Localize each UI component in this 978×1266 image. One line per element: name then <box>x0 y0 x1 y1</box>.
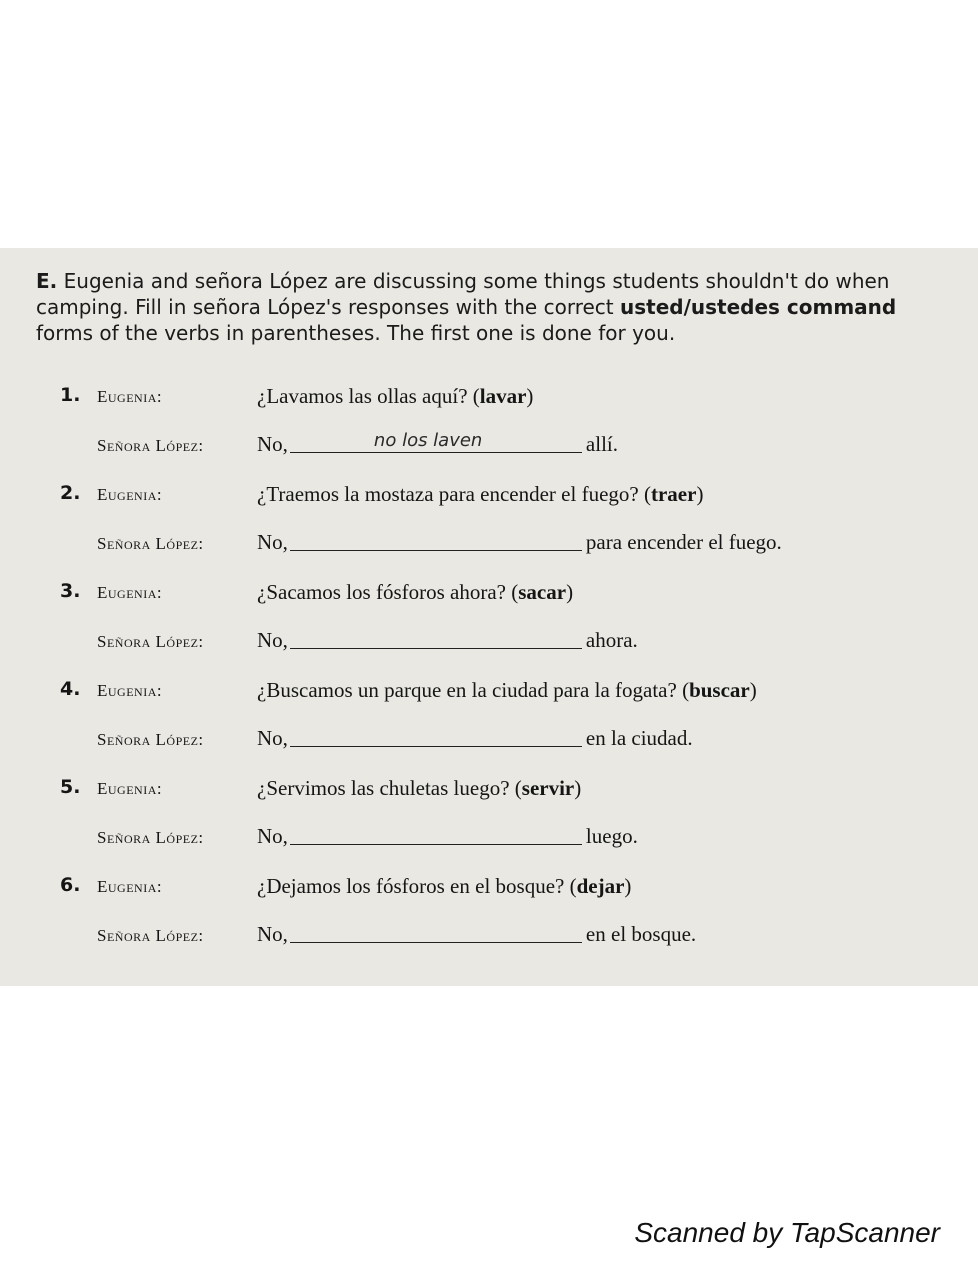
speaker-senora-lopez: Señora López: <box>97 436 204 455</box>
item-number: 4. <box>60 678 81 700</box>
speaker-eugenia: Eugenia: <box>97 387 163 406</box>
answer-blank[interactable] <box>290 530 582 551</box>
verb-infinitive: dejar <box>576 874 625 898</box>
scanner-watermark: Scanned by TapScanner <box>634 1217 940 1248</box>
verb-infinitive: servir <box>521 776 575 800</box>
verb-infinitive: buscar <box>689 678 750 702</box>
item-number: 1. <box>60 384 81 406</box>
answer-line <box>257 726 693 751</box>
question-close: ) <box>624 874 632 898</box>
answer-blank[interactable] <box>290 726 582 747</box>
verb-infinitive: traer <box>650 482 697 506</box>
question-text <box>257 482 703 507</box>
answer-line <box>257 628 638 653</box>
answer-end: en la ciudad. <box>585 726 693 750</box>
question-body: ¿Lavamos las ollas aquí? ( <box>257 384 480 408</box>
scanned-page <box>0 248 978 986</box>
speaker-eugenia: Eugenia: <box>97 779 163 798</box>
question-body: ¿Servimos las chuletas luego? ( <box>257 776 522 800</box>
speaker-senora-lopez: Señora López: <box>97 926 204 945</box>
question-text <box>257 384 533 409</box>
question-text <box>257 678 757 703</box>
question-close: ) <box>574 776 582 800</box>
speaker-senora-lopez: Señora López: <box>97 828 204 847</box>
instructions-text-2: forms of the verbs in parentheses. The first one is done for you. <box>36 321 676 345</box>
answer-end: luego. <box>585 824 638 848</box>
speaker-senora-lopez: Señora López: <box>97 730 204 749</box>
speaker-senora-lopez: Señora López: <box>97 632 204 651</box>
answer-start: No, <box>257 726 288 750</box>
answer-start: No, <box>257 530 288 554</box>
answer-end: ahora. <box>585 628 638 652</box>
answer-line <box>257 432 618 457</box>
item-number: 5. <box>60 776 81 798</box>
item-number: 3. <box>60 580 81 602</box>
question-text <box>257 776 581 801</box>
question-body: ¿Traemos la mostaza para encender el fuego? ( <box>257 482 651 506</box>
answer-line <box>257 922 696 947</box>
handwritten-answer: no los laven <box>373 430 483 451</box>
question-close: ) <box>566 580 574 604</box>
answer-blank[interactable] <box>290 628 582 649</box>
answer-start: No, <box>257 824 288 848</box>
speaker-senora-lopez: Señora López: <box>97 534 204 553</box>
exercise-instructions <box>36 268 941 346</box>
answer-end: allí. <box>585 432 618 456</box>
speaker-eugenia: Eugenia: <box>97 681 163 700</box>
question-body: ¿Dejamos los fósforos en el bosque? ( <box>257 874 577 898</box>
answer-start: No, <box>257 432 288 456</box>
answer-blank[interactable] <box>290 432 582 453</box>
question-close: ) <box>696 482 704 506</box>
answer-blank[interactable] <box>290 824 582 845</box>
verb-infinitive: sacar <box>518 580 567 604</box>
item-number: 2. <box>60 482 81 504</box>
speaker-eugenia: Eugenia: <box>97 583 163 602</box>
exercise-label: E. <box>36 269 58 293</box>
question-body: ¿Buscamos un parque en la ciudad para la fogata? ( <box>257 678 690 702</box>
verb-infinitive: lavar <box>479 384 527 408</box>
question-text <box>257 874 631 899</box>
answer-end: para encender el fuego. <box>585 530 782 554</box>
instructions-bold-text: usted/ustedes command <box>619 295 897 319</box>
answer-line <box>257 824 638 849</box>
question-body: ¿Sacamos los fósforos ahora? ( <box>257 580 519 604</box>
answer-end: en el bosque. <box>585 922 697 946</box>
item-number: 6. <box>60 874 81 896</box>
question-close: ) <box>526 384 534 408</box>
answer-blank[interactable] <box>290 922 582 943</box>
question-text <box>257 580 573 605</box>
answer-start: No, <box>257 628 288 652</box>
question-close: ) <box>749 678 757 702</box>
instructions-text-1: Eugenia and señora López are discussing some things students shouldn't do when camping. Fill in señora López's responses with the correct <box>36 269 890 319</box>
answer-line <box>257 530 782 555</box>
answer-start: No, <box>257 922 288 946</box>
speaker-eugenia: Eugenia: <box>97 485 163 504</box>
speaker-eugenia: Eugenia: <box>97 877 163 896</box>
